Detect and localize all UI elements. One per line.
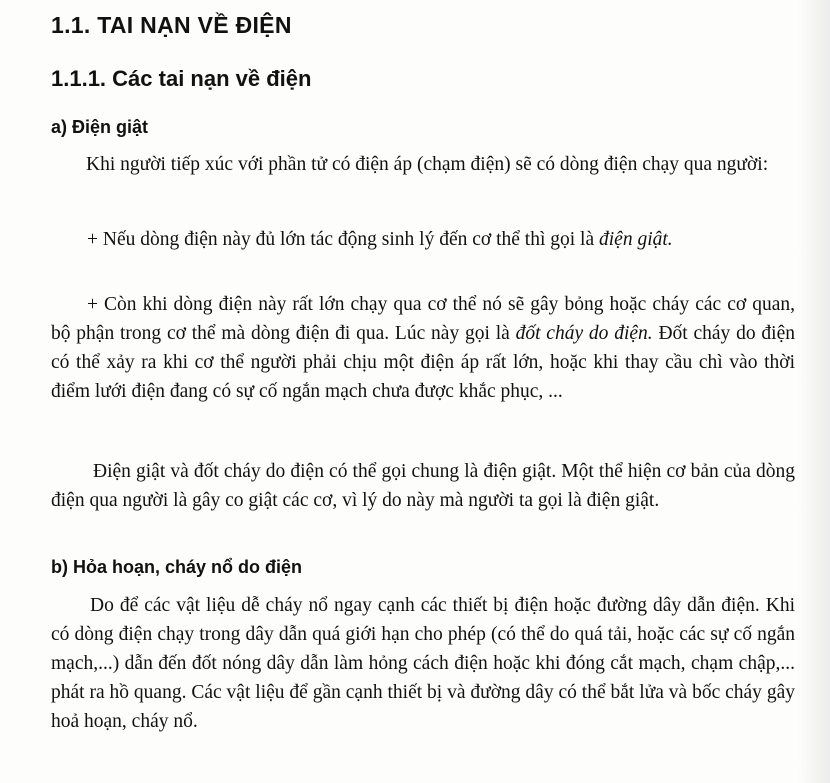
paragraph-a2 (51, 225, 795, 254)
paragraph-a2-text: + Nếu dòng điện này đủ lớn tác động sinh lý đến cơ thể thì gọi là (87, 229, 599, 250)
page-edge-shadow (798, 0, 830, 783)
paragraph-a1: Khi người tiếp xúc với phần tử có điện áp (chạm điện) sẽ có dòng điện chạy qua người: (86, 154, 769, 175)
paragraph-b1: Do để các vật liệu dễ cháy nổ ngay cạnh các thiết bị điện hoặc đường dây dẫn điện. Khi có dòng điện chạy trong dây dẫn quá giới hạn cho phép (có thể do quá tải, hoặc các sự cố ngắn mạch,...) dẫn đến đốt nóng dây dẫn làm hỏng cách điện hoặc khi đóng cắt mạch, chạm chập,... phát ra hồ quang. Các vật liệu để gần cạnh thiết bị và đường dây có thể bắt lửa và bốc cháy gây hoả hoạn, cháy nổ. (51, 595, 795, 732)
term-dot-chay-do-dien: đốt cháy do điện. (515, 323, 653, 344)
subsection-heading-b: b) Hỏa hoạn, cháy nổ do điện (51, 557, 303, 577)
paragraph-a3 (51, 290, 795, 406)
term-dien-giat: điện giật. (599, 229, 673, 250)
subsection-heading-a: a) Điện giật (51, 117, 149, 137)
paragraph-a4: Điện giật và đốt cháy do điện có thể gọi chung là điện giật. Một thể hiện cơ bản của dòng điện qua người là gây co giật các cơ, vì lý do này mà người ta gọi là điện giật. (51, 461, 795, 511)
chapter-heading: 1.1. TAI NẠN VỀ ĐIỆN (51, 12, 292, 38)
paragraph-a3-text-after: Đốt cháy do điện có thể xảy ra khi cơ thể người phải chịu một điện áp rất lớn, hoặc khi thay cầu chì vào thời điểm lưới điện đang có sự cố ngắn mạch chưa được khắc phục, ... (51, 323, 795, 402)
paragraph-a3-text-before: + Còn khi dòng điện này rất lớn chạy qua cơ thể nó sẽ gây bỏng hoặc cháy các cơ quan, bộ phận trong cơ thể mà dòng điện đi qua. Lúc này gọi là (51, 294, 795, 344)
section-heading: 1.1.1. Các tai nạn về điện (51, 66, 312, 91)
